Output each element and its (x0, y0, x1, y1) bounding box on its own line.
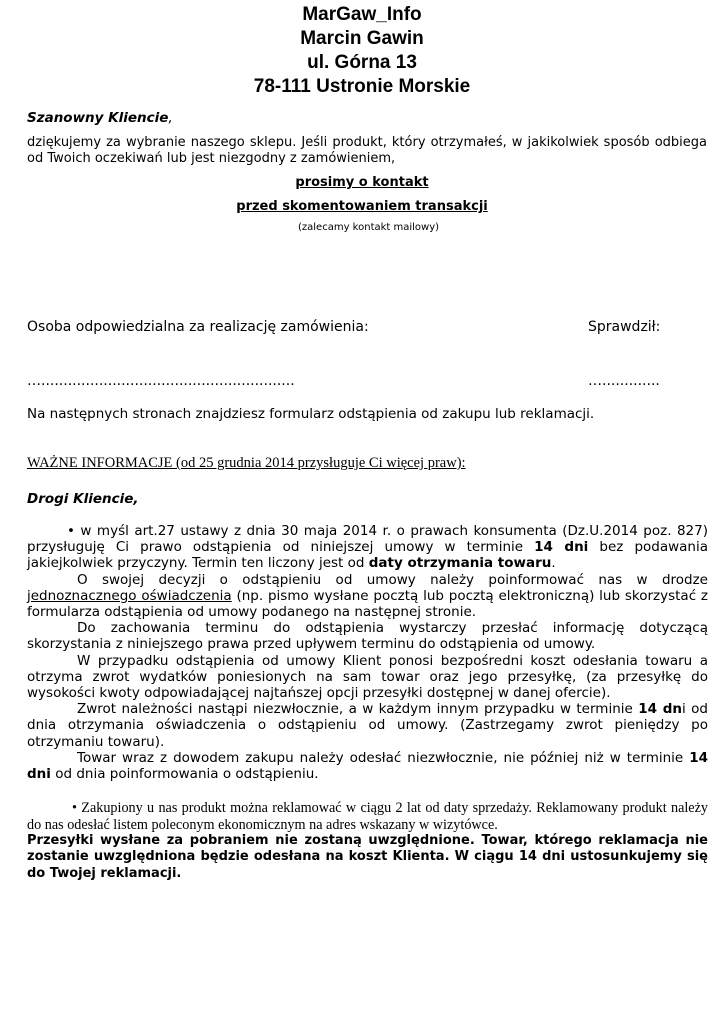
rights-p5-term: 14 dn (638, 701, 683, 718)
rights-paragraph-2 (27, 572, 708, 621)
rights-p5-text: Zwrot należności nastąpi niezwłocznie, a w każdym innym przypadku w terminie (77, 701, 639, 718)
dear-customer: Drogi Kliencie, (27, 491, 139, 507)
contact-note: (zalecamy kontakt mailowy) (298, 222, 440, 233)
rights-paragraph-3: Do zachowania terminu do odstąpienia wystarczy przesłać informację dotyczącą skorzystania z niniejszego prawa przed upływem terminu do odstąpienia od umowy. (27, 620, 708, 653)
warranty-bold-text: Przesyłki wysłane za pobraniem nie zostaną uwzględnione. Towar, którego reklamacja nie zostanie uwzględniona będzie odesłana na koszt Klienta. W ciągu 14 dni ustosunkujemy się do Twojej reklamacji. (27, 833, 708, 881)
responsible-person-label: Osoba odpowiedzialna za realizację zamówienia: (27, 319, 369, 335)
responsible-signature-line: …......................................................... (27, 373, 295, 389)
checked-signature-line: …............. (588, 373, 660, 389)
rights-paragraph-4: W przypadku odstąpienia od umowy Klient ponosi bezpośredni koszt odesłania towaru a otrzyma zwrot wydatków poniesionych na sam towar oraz jego przesyłkę, (za przesyłkę do wysokości kwoty odpowiadającej najtańszej opcji przesyłki dostępnej w danej ofercie). (27, 652, 708, 702)
street-address: ul. Górna 13 (307, 52, 417, 73)
greeting-comma: , (168, 110, 173, 126)
rights-p1-date: daty otrzymania towaru (368, 555, 552, 572)
city-address: 78-111 Ustronie Morskie (253, 76, 471, 97)
important-heading: WAŻNE INFORMACJE (od 25 grudnia 2014 przysługuje Ci więcej praw): (27, 455, 466, 471)
contact-request-line2: przed skomentowaniem transakcji (236, 199, 488, 214)
rights-p6-text: Towar wraz z dowodem zakupu należy odesłać niezwłocznie, nie później niż w terminie (77, 749, 690, 766)
rights-p6-text2: od dnia poinformowania o odstąpieniu. (50, 766, 319, 783)
rights-p1-text: • w myśl art.27 ustawy z dnia 30 maja 2014 r. o prawach konsumenta (Dz.U.2014 poz. 827) przysługuję Ci prawo odstąpienia od niniejszej umowy w terminie (27, 523, 708, 556)
rights-paragraph-1 (27, 523, 708, 572)
checked-by-label: Sprawdził: (588, 319, 661, 335)
greeting-text: Szanowny Kliencie (27, 110, 169, 126)
rights-paragraph-5 (27, 701, 708, 750)
company-name: MarGaw_Info (302, 4, 422, 25)
rights-p2-text2: (np. pismo wysłane pocztą lub pocztą elektroniczną) lub skorzystać z formularza odstąpienia od umowy podanego na następnej stronie. (27, 587, 709, 621)
owner-name: Marcin Gawin (300, 28, 424, 49)
warranty-text: • Zakupiony u nas produkt można reklamować w ciągu 2 lat od daty sprzedaży. Reklamowany produkt należy do nas odesłać listem poleconym ekonomicznym na adres wskazany w wizytówce. (27, 800, 708, 833)
contact-request-line1: prosimy o kontakt (295, 175, 429, 190)
rights-p1-end: . (551, 555, 556, 572)
rights-p2-underlined: jednoznacznego oświadczenia (27, 587, 232, 604)
intro-paragraph: dziękujemy za wybranie naszego sklepu. Jeśli produkt, który otrzymałeś, w jakikolwiek sposób odbiega od Twoich oczekiwań lub jest niezgodny z zamówieniem, (27, 135, 707, 166)
rights-section (27, 523, 708, 782)
greeting (27, 110, 173, 126)
rights-p5-text2: i od dnia otrzymania oświadczenia o odstąpieniu od umowy. (Zastrzegamy zwrot pieniędzy po otrzymaniu towaru). (27, 701, 708, 750)
next-pages-note: Na następnych stronach znajdziesz formularz odstąpienia od zakupu lub reklamacji. (27, 406, 595, 422)
company-header (0, 3, 724, 99)
rights-paragraph-6 (27, 750, 708, 782)
rights-p1-term: 14 dni (534, 539, 589, 556)
rights-p1-text2: bez podawania jakiejkolwiek przyczyny. Termin ten liczony jest od (27, 539, 709, 572)
warranty-section (27, 800, 708, 882)
rights-p2-text: O swojej decyzji o odstąpieniu od umowy należy poinformować nas w drodze (77, 571, 708, 588)
rights-p6-term: 14 dni (27, 749, 708, 783)
